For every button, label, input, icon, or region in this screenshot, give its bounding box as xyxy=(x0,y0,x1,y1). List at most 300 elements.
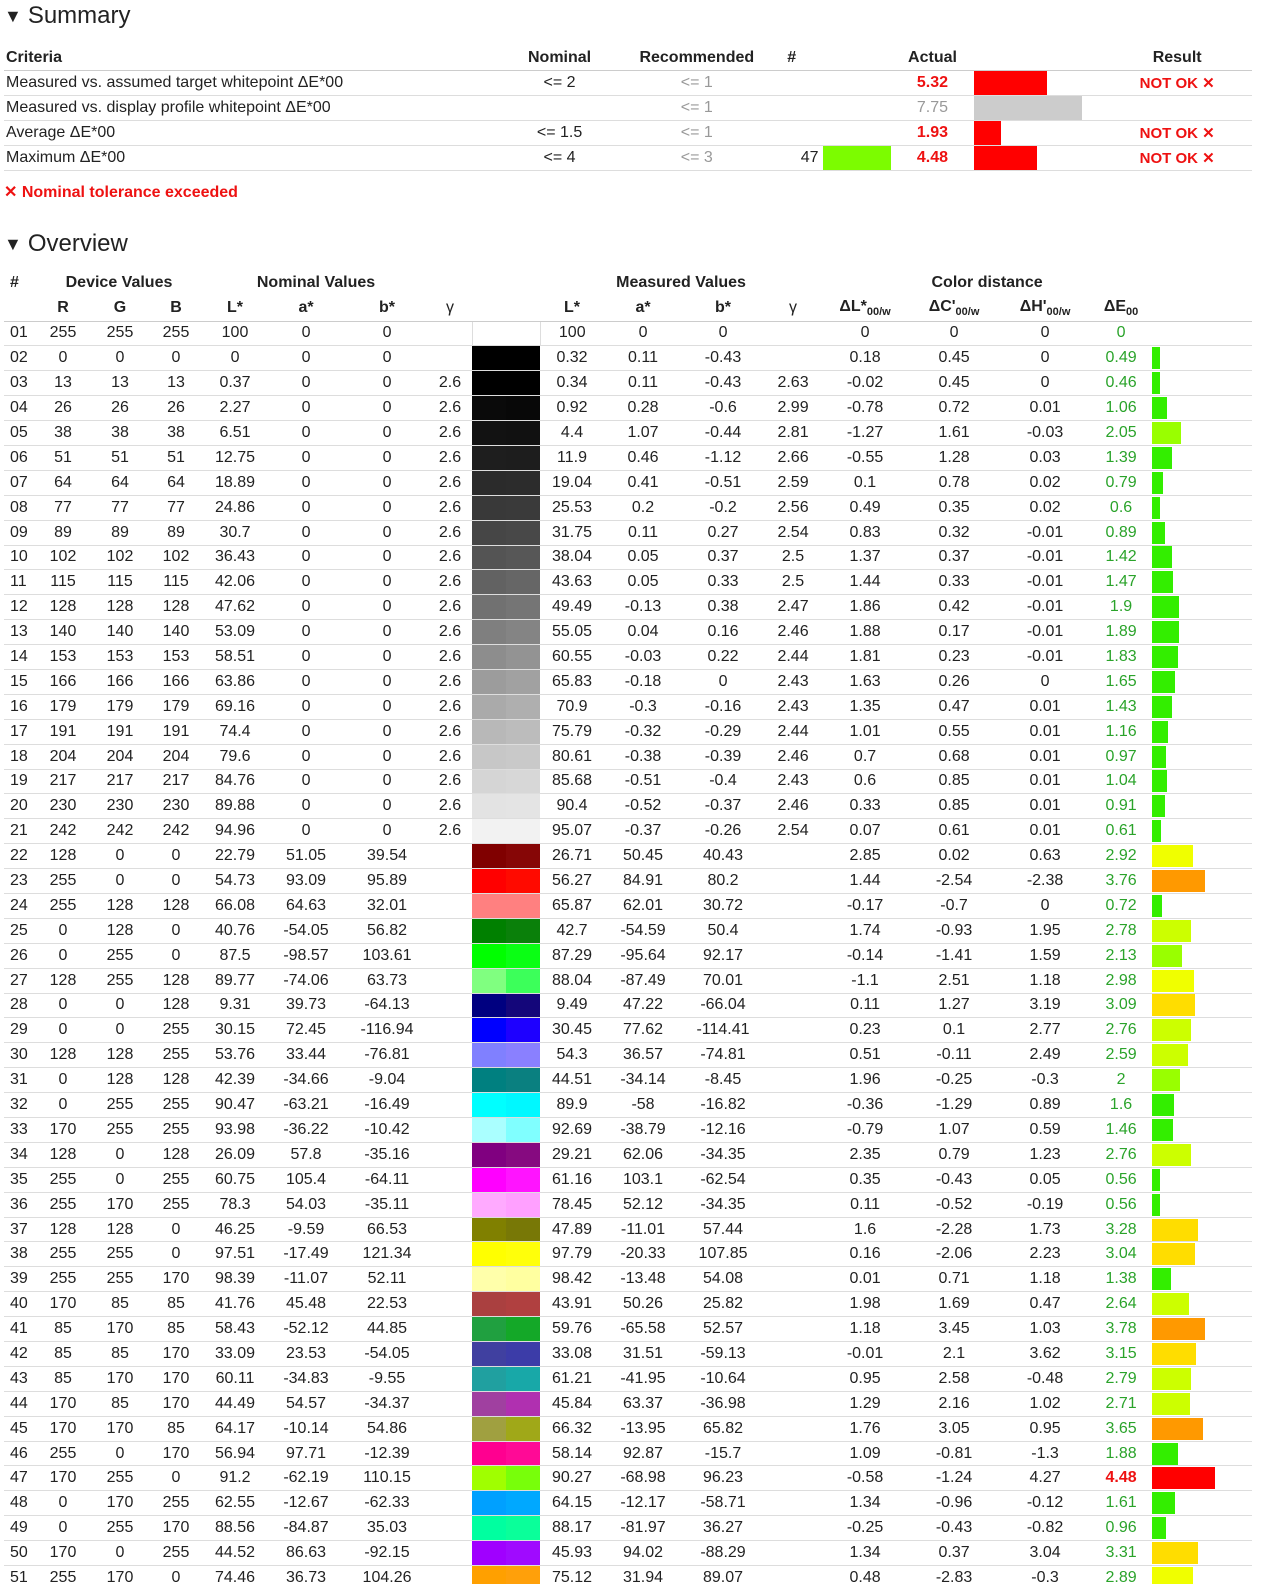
delta-e-bar-cell xyxy=(1152,1566,1252,1584)
nominal-b-cell: 0 xyxy=(346,445,428,470)
device-b-cell: 255 xyxy=(148,1093,204,1118)
nominal-b-cell: 0 xyxy=(346,346,428,371)
measured-b-cell: 0 xyxy=(682,669,764,694)
measured-l-cell: 31.75 xyxy=(540,520,604,545)
nominal-l-cell: 66.08 xyxy=(204,893,266,918)
nominal-b-cell: 0 xyxy=(346,520,428,545)
nominal-a-cell: 0 xyxy=(266,371,346,396)
delta-e-bar-cell xyxy=(1152,1267,1252,1292)
row-number-cell: 08 xyxy=(4,495,34,520)
measured-color-swatch xyxy=(506,396,540,420)
measured-a-cell: -11.01 xyxy=(604,1217,682,1242)
nominal-color-swatch xyxy=(472,869,506,893)
nominal-l-cell: 58.43 xyxy=(204,1317,266,1342)
nominal-color-swatch xyxy=(472,770,506,794)
nominal-color-swatch xyxy=(472,794,506,818)
delta-e-bar xyxy=(1152,1517,1165,1539)
delta-l-cell: 0.95 xyxy=(822,1366,908,1391)
nominal-l-cell: 54.73 xyxy=(204,869,266,894)
delta-e-bar-cell xyxy=(1152,1093,1252,1118)
device-g-cell: 38 xyxy=(92,421,148,446)
device-g-cell: 204 xyxy=(92,744,148,769)
delta-h-cell: -0.48 xyxy=(1000,1366,1090,1391)
row-number-cell: 02 xyxy=(4,346,34,371)
nominal-a-cell: 105.4 xyxy=(266,1167,346,1192)
measured-b-cell: 0 xyxy=(682,321,764,346)
nominal-color-swatch xyxy=(472,844,506,868)
measured-l-cell: 90.27 xyxy=(540,1466,604,1491)
overview-row xyxy=(4,1516,1252,1541)
delta-l-cell: -0.25 xyxy=(822,1516,908,1541)
delta-e-bar-cell xyxy=(1152,1466,1252,1491)
device-g-cell: 230 xyxy=(92,794,148,819)
nominal-l-cell: 44.52 xyxy=(204,1541,266,1566)
delta-l-cell: 1.98 xyxy=(822,1292,908,1317)
overview-section-toggle[interactable] xyxy=(4,230,128,258)
delta-e-bar xyxy=(1152,1368,1191,1390)
measured-color-swatch xyxy=(506,371,540,395)
overview-row xyxy=(4,1118,1252,1143)
delta-e-cell: 3.31 xyxy=(1090,1541,1152,1566)
delta-c-cell: 0.23 xyxy=(908,645,1000,670)
delta-c-cell: -0.93 xyxy=(908,918,1000,943)
delta-e-cell: 0.46 xyxy=(1090,371,1152,396)
overview-row xyxy=(4,645,1252,670)
nominal-gamma-cell: 2.6 xyxy=(428,595,472,620)
delta-c-cell: 0.1 xyxy=(908,1018,1000,1043)
nominal-a-cell: 51.05 xyxy=(266,844,346,869)
delta-l-cell: 0.11 xyxy=(822,1192,908,1217)
device-r-cell: 51 xyxy=(34,445,92,470)
measured-a-cell: -0.38 xyxy=(604,744,682,769)
delta-e-cell: 3.15 xyxy=(1090,1342,1152,1367)
delta-e-cell: 1.83 xyxy=(1090,645,1152,670)
row-number-cell: 19 xyxy=(4,769,34,794)
nominal-gamma-cell xyxy=(428,1441,472,1466)
device-r-cell: 115 xyxy=(34,570,92,595)
device-b-cell: 166 xyxy=(148,669,204,694)
measured-a-cell: -54.59 xyxy=(604,918,682,943)
measured-color-swatch xyxy=(506,969,540,993)
measured-gamma-cell xyxy=(764,1093,822,1118)
overview-row xyxy=(4,769,1252,794)
delta-h-cell: 1.02 xyxy=(1000,1391,1090,1416)
nominal-l-cell: 60.11 xyxy=(204,1366,266,1391)
overview-row xyxy=(4,844,1252,869)
device-b-cell: 26 xyxy=(148,396,204,421)
measured-b-cell: -1.12 xyxy=(682,445,764,470)
device-b-cell: 255 xyxy=(148,1491,204,1516)
delta-h-cell: 0.63 xyxy=(1000,844,1090,869)
measured-color-swatch xyxy=(506,1168,540,1192)
device-b-cell: 85 xyxy=(148,1317,204,1342)
device-b-cell: 64 xyxy=(148,470,204,495)
nominal-color-swatch xyxy=(472,645,506,669)
delta-e-cell: 2.92 xyxy=(1090,844,1152,869)
device-r-cell: 102 xyxy=(34,545,92,570)
device-b-cell: 0 xyxy=(148,346,204,371)
delta-l-cell: 1.81 xyxy=(822,645,908,670)
measured-l-cell: 9.49 xyxy=(540,993,604,1018)
nominal-a-cell: 0 xyxy=(266,520,346,545)
device-g-cell: 255 xyxy=(92,321,148,346)
measured-color-swatch xyxy=(506,620,540,644)
delta-c-cell: -0.96 xyxy=(908,1491,1000,1516)
measured-a-cell: 0.11 xyxy=(604,346,682,371)
measured-b-cell: 52.57 xyxy=(682,1317,764,1342)
measured-color-swatch xyxy=(506,1442,540,1466)
measured-a-cell: -87.49 xyxy=(604,968,682,993)
delta-e-bar-cell xyxy=(1152,669,1252,694)
measured-l-cell: 45.84 xyxy=(540,1391,604,1416)
nominal-cell: <= 1.5 xyxy=(488,120,631,145)
measured-gamma-header: γ xyxy=(764,295,822,321)
device-g-cell: 0 xyxy=(92,346,148,371)
measured-b-cell: 54.08 xyxy=(682,1267,764,1292)
overview-col-header-row xyxy=(4,295,1252,321)
measured-l-cell: 85.68 xyxy=(540,769,604,794)
delta-h-cell: -0.01 xyxy=(1000,520,1090,545)
device-b-cell: 242 xyxy=(148,819,204,844)
nominal-l-cell: 40.76 xyxy=(204,918,266,943)
row-number-cell: 18 xyxy=(4,744,34,769)
collapse-triangle-icon: ▼ xyxy=(4,5,22,26)
measured-gamma-cell xyxy=(764,1516,822,1541)
delta-e-bar xyxy=(1152,1418,1203,1440)
measured-b-cell: 92.17 xyxy=(682,943,764,968)
row-number-cell: 29 xyxy=(4,1018,34,1043)
nominal-b-cell: 66.53 xyxy=(346,1217,428,1242)
row-number-cell: 43 xyxy=(4,1366,34,1391)
measured-l-cell: 0.92 xyxy=(540,396,604,421)
delta-e-bar xyxy=(1152,1542,1198,1564)
nominal-b-cell: -76.81 xyxy=(346,1043,428,1068)
nominal-a-cell: -62.19 xyxy=(266,1466,346,1491)
delta-e-cell: 1.04 xyxy=(1090,769,1152,794)
delta-e-cell: 1.16 xyxy=(1090,719,1152,744)
delta-c-cell: -0.7 xyxy=(908,893,1000,918)
nominal-color-swatch xyxy=(472,620,506,644)
device-r-cell: 89 xyxy=(34,520,92,545)
delta-h-cell: -2.38 xyxy=(1000,869,1090,894)
nominal-gamma-cell xyxy=(428,1068,472,1093)
measured-gamma-cell xyxy=(764,1267,822,1292)
measured-a-cell: -34.14 xyxy=(604,1068,682,1093)
nominal-b-cell: -16.49 xyxy=(346,1093,428,1118)
delta-l-cell: 1.63 xyxy=(822,669,908,694)
delta-c-cell: 1.27 xyxy=(908,993,1000,1018)
measured-color-swatch xyxy=(506,546,540,570)
device-b-cell: 128 xyxy=(148,595,204,620)
nominal-a-cell: 36.73 xyxy=(266,1566,346,1584)
row-number-cell: 14 xyxy=(4,645,34,670)
summary-row xyxy=(4,145,1252,170)
nominal-l-cell: 6.51 xyxy=(204,421,266,446)
measured-gamma-cell xyxy=(764,1292,822,1317)
delta-h-cell: -0.3 xyxy=(1000,1068,1090,1093)
delta-e-bar xyxy=(1152,472,1163,494)
delta-e-cell: 1.43 xyxy=(1090,694,1152,719)
measured-b-cell: -0.29 xyxy=(682,719,764,744)
delta-e-bar xyxy=(1152,994,1195,1016)
delta-e-bar-cell xyxy=(1152,545,1252,570)
color-swatch-cell xyxy=(472,1018,540,1043)
nominal-b-cell: 0 xyxy=(346,396,428,421)
row-number-cell: 38 xyxy=(4,1242,34,1267)
nominal-color-swatch xyxy=(472,1018,506,1042)
row-number-cell: 33 xyxy=(4,1118,34,1143)
measured-b-cell: 80.2 xyxy=(682,869,764,894)
delta-e-cell: 2.89 xyxy=(1090,1566,1152,1584)
measured-a-cell: -0.37 xyxy=(604,819,682,844)
device-g-cell: 166 xyxy=(92,669,148,694)
delta-e-cell: 2 xyxy=(1090,1068,1152,1093)
delta-h-cell: 0.01 xyxy=(1000,744,1090,769)
device-r-cell: 38 xyxy=(34,421,92,446)
device-b-cell: 191 xyxy=(148,719,204,744)
color-swatch-cell xyxy=(472,1192,540,1217)
nominal-a-cell: 64.63 xyxy=(266,893,346,918)
color-swatch-cell xyxy=(472,769,540,794)
nominal-a-cell: 0 xyxy=(266,719,346,744)
delta-e-bar-cell xyxy=(1152,620,1252,645)
measured-gamma-cell: 2.63 xyxy=(764,371,822,396)
nominal-gamma-cell: 2.6 xyxy=(428,445,472,470)
delta-c-cell: -1.41 xyxy=(908,943,1000,968)
delta-l-cell: -0.17 xyxy=(822,893,908,918)
row-number-cell: 34 xyxy=(4,1142,34,1167)
measured-color-swatch xyxy=(506,894,540,918)
device-g-cell: 128 xyxy=(92,1068,148,1093)
delta-l-cell: -0.36 xyxy=(822,1093,908,1118)
nominal-b-cell: 0 xyxy=(346,769,428,794)
nominal-b-cell: 52.11 xyxy=(346,1267,428,1292)
measured-a-cell: 0.11 xyxy=(604,371,682,396)
delta-l-cell: 2.35 xyxy=(822,1142,908,1167)
nominal-values-header: Nominal Values xyxy=(256,274,376,291)
summary-header-row xyxy=(4,46,1252,70)
delta-c-cell: 0.45 xyxy=(908,346,1000,371)
device-g-cell: 255 xyxy=(92,968,148,993)
device-g-cell: 85 xyxy=(92,1342,148,1367)
nominal-color-swatch xyxy=(472,1068,506,1092)
device-r-cell: 0 xyxy=(34,1491,92,1516)
device-b-cell: 85 xyxy=(148,1416,204,1441)
device-g-cell: 128 xyxy=(92,918,148,943)
measured-a-cell: -38.79 xyxy=(604,1118,682,1143)
delta-h-cell: 0.05 xyxy=(1000,1167,1090,1192)
color-swatch-cell xyxy=(472,495,540,520)
measured-gamma-cell: 2.5 xyxy=(764,545,822,570)
delta-l-cell: -0.14 xyxy=(822,943,908,968)
measured-color-swatch xyxy=(506,1342,540,1366)
delta-e-bar xyxy=(1152,1492,1175,1514)
color-swatch-cell xyxy=(472,744,540,769)
nominal-b-cell: 32.01 xyxy=(346,893,428,918)
overview-row xyxy=(4,1342,1252,1367)
color-distance-header: Color distance xyxy=(931,274,1043,291)
delta-e-bar-cell xyxy=(1152,1391,1252,1416)
nominal-l-cell: 18.89 xyxy=(204,470,266,495)
delta-c-cell: 0.26 xyxy=(908,669,1000,694)
nominal-color-swatch xyxy=(472,371,506,395)
nominal-gamma-cell xyxy=(428,1466,472,1491)
measured-gamma-cell xyxy=(764,993,822,1018)
measured-color-swatch xyxy=(506,595,540,619)
nominal-color-swatch xyxy=(472,1566,506,1584)
delta-h-cell: 0.02 xyxy=(1000,470,1090,495)
num-header: # xyxy=(10,274,19,291)
nominal-b-cell: 0 xyxy=(346,321,428,346)
nominal-b-cell: 0 xyxy=(346,371,428,396)
count-swatch-cell xyxy=(821,95,893,120)
overview-row xyxy=(4,595,1252,620)
device-b-cell: 115 xyxy=(148,570,204,595)
measured-b-cell: -0.43 xyxy=(682,346,764,371)
delta-e-bar xyxy=(1152,1343,1196,1365)
measured-l-cell: 38.04 xyxy=(540,545,604,570)
delta-c-cell: 0.37 xyxy=(908,1541,1000,1566)
device-r-cell: 230 xyxy=(34,794,92,819)
nominal-l-header: L* xyxy=(204,295,266,321)
nominal-color-swatch xyxy=(472,1168,506,1192)
device-g-cell: 255 xyxy=(92,1093,148,1118)
delta-h-cell: -0.03 xyxy=(1000,421,1090,446)
device-g-cell: 128 xyxy=(92,1043,148,1068)
measured-l-cell: 44.51 xyxy=(540,1068,604,1093)
overview-row xyxy=(4,570,1252,595)
delta-e-bar-cell xyxy=(1152,893,1252,918)
device-r-cell: 170 xyxy=(34,1391,92,1416)
device-g-cell: 102 xyxy=(92,545,148,570)
nominal-gamma-cell xyxy=(428,893,472,918)
nominal-color-swatch xyxy=(472,695,506,719)
nominal-l-cell: 53.09 xyxy=(204,620,266,645)
summary-section-toggle[interactable] xyxy=(4,2,131,30)
measured-l-cell: 75.12 xyxy=(540,1566,604,1584)
measured-b-cell: -0.44 xyxy=(682,421,764,446)
device-r-cell: 0 xyxy=(34,1093,92,1118)
recommended-cell: <= 1 xyxy=(631,70,763,95)
color-swatch-cell xyxy=(472,869,540,894)
nominal-b-cell: 35.03 xyxy=(346,1516,428,1541)
measured-l-cell: 30.45 xyxy=(540,1018,604,1043)
nominal-b-cell: -12.39 xyxy=(346,1441,428,1466)
criteria-cell: Measured vs. assumed target whitepoint ΔE*00 xyxy=(4,70,488,95)
summary-row xyxy=(4,120,1252,145)
measured-a-cell: 92.87 xyxy=(604,1441,682,1466)
overview-row xyxy=(4,719,1252,744)
measured-gamma-cell: 2.43 xyxy=(764,669,822,694)
measured-l-cell: 98.42 xyxy=(540,1267,604,1292)
nominal-b-cell: 0 xyxy=(346,719,428,744)
delta-e-cell: 0.56 xyxy=(1090,1192,1152,1217)
nominal-a-cell: 0 xyxy=(266,495,346,520)
delta-l-cell: 1.74 xyxy=(822,918,908,943)
nominal-a-cell: 0 xyxy=(266,669,346,694)
measured-b-cell: 50.4 xyxy=(682,918,764,943)
device-b-cell: 89 xyxy=(148,520,204,545)
measured-color-swatch xyxy=(506,1417,540,1441)
row-number-cell: 31 xyxy=(4,1068,34,1093)
delta-l-cell: 1.76 xyxy=(822,1416,908,1441)
overview-row xyxy=(4,1043,1252,1068)
delta-c-cell: -2.54 xyxy=(908,869,1000,894)
delta-l-cell: -1.27 xyxy=(822,421,908,446)
nominal-a-cell: -17.49 xyxy=(266,1242,346,1267)
device-g-cell: 89 xyxy=(92,520,148,545)
measured-l-cell: 65.83 xyxy=(540,669,604,694)
device-g-cell: 0 xyxy=(92,1541,148,1566)
delta-h-cell: -0.01 xyxy=(1000,620,1090,645)
delta-l-cell: 0.48 xyxy=(822,1566,908,1584)
delta-e-cell: 1.61 xyxy=(1090,1491,1152,1516)
measured-gamma-cell xyxy=(764,1366,822,1391)
nominal-gamma-cell xyxy=(428,1292,472,1317)
row-number-cell: 51 xyxy=(4,1566,34,1584)
measured-a-cell: 103.1 xyxy=(604,1167,682,1192)
delta-e-bar-cell xyxy=(1152,794,1252,819)
device-g-cell: 85 xyxy=(92,1292,148,1317)
device-b-cell: 217 xyxy=(148,769,204,794)
device-b-cell: 128 xyxy=(148,1142,204,1167)
measured-a-cell: -65.58 xyxy=(604,1317,682,1342)
measured-l-cell: 43.91 xyxy=(540,1292,604,1317)
measured-l-cell: 88.17 xyxy=(540,1516,604,1541)
measured-l-cell: 25.53 xyxy=(540,495,604,520)
device-r-cell: 128 xyxy=(34,1217,92,1242)
nominal-b-cell: -34.37 xyxy=(346,1391,428,1416)
nominal-color-swatch xyxy=(472,1342,506,1366)
measured-a-cell: 0.04 xyxy=(604,620,682,645)
device-b-cell: 51 xyxy=(148,445,204,470)
row-number-cell: 24 xyxy=(4,893,34,918)
device-b-cell: 170 xyxy=(148,1516,204,1541)
nominal-l-cell: 9.31 xyxy=(204,993,266,1018)
measured-l-cell: 59.76 xyxy=(540,1317,604,1342)
nominal-color-swatch xyxy=(472,1118,506,1142)
criteria-cell: Maximum ΔE*00 xyxy=(4,145,488,170)
nominal-gamma-cell xyxy=(428,844,472,869)
delta-e-bar xyxy=(1152,1044,1188,1066)
nominal-gamma-cell xyxy=(428,1541,472,1566)
nominal-gamma-cell xyxy=(428,1516,472,1541)
device-g-cell: 255 xyxy=(92,943,148,968)
nominal-l-cell: 60.75 xyxy=(204,1167,266,1192)
delta-h-cell: -0.82 xyxy=(1000,1516,1090,1541)
overview-group-header-row xyxy=(4,271,1252,295)
measured-b-cell: -8.45 xyxy=(682,1068,764,1093)
measured-gamma-cell xyxy=(764,918,822,943)
measured-a-cell: -41.95 xyxy=(604,1366,682,1391)
color-swatch-cell xyxy=(472,918,540,943)
overview-row xyxy=(4,421,1252,446)
delta-e-bar xyxy=(1152,1268,1171,1290)
measured-l-cell: 33.08 xyxy=(540,1342,604,1367)
measured-a-cell: 84.91 xyxy=(604,869,682,894)
device-b-cell: 140 xyxy=(148,620,204,645)
nominal-b-cell: 0 xyxy=(346,570,428,595)
measured-b-cell: 57.44 xyxy=(682,1217,764,1242)
measured-l-cell: 61.16 xyxy=(540,1167,604,1192)
device-r-cell: 128 xyxy=(34,968,92,993)
nominal-l-cell: 53.76 xyxy=(204,1043,266,1068)
nominal-header: Nominal xyxy=(488,46,631,70)
device-g-cell: 255 xyxy=(92,1242,148,1267)
color-swatch-cell xyxy=(472,470,540,495)
color-swatch-cell xyxy=(472,1566,540,1584)
measured-l-cell: 43.63 xyxy=(540,570,604,595)
